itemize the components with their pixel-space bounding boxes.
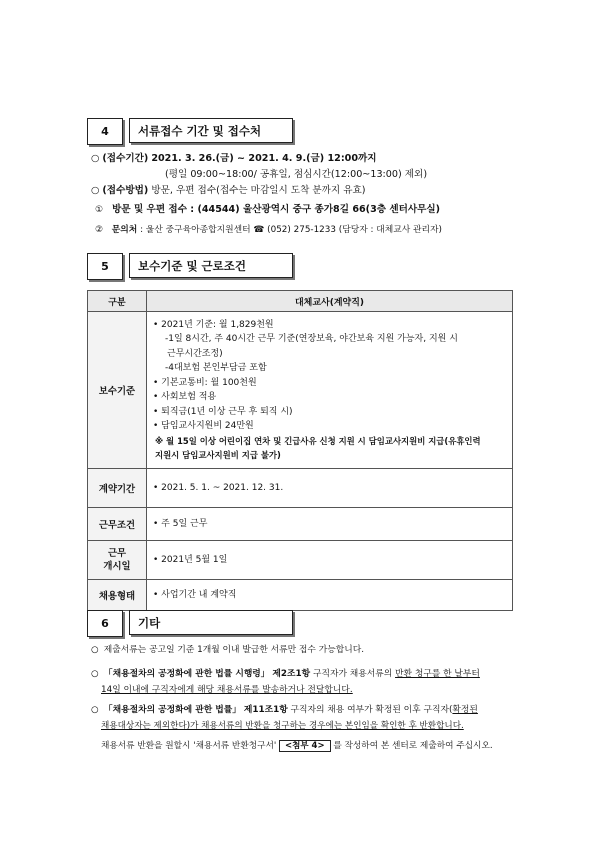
note-paragraph-2: ○ 「채용절차의 공정화에 관한 법률 시행령」 제2조1항 구직자가 채용서류의 반환 청구를 한 날부터	[91, 669, 480, 679]
employ-value: • 사업기간 내 계약직	[147, 580, 513, 611]
period-line: ○ (접수기간) 2021. 3. 26.(금) ~ 2021. 4. 9.(금) 12:00까지	[91, 153, 377, 164]
note-paragraph-3-cont: 채용대상자는 제외한다)가 채용서류의 반환을 청구하는 경우에는 본인임을 확인한 후 반환합니다.	[101, 721, 464, 731]
section-5-title: 보수기준 및 근로조건	[129, 253, 293, 278]
table-header-row	[88, 291, 513, 312]
condition-value: • 주 5일 근무	[147, 508, 513, 541]
section-5-number: 5	[87, 253, 123, 280]
compensation-table	[87, 290, 513, 611]
contract-label: 계약기간	[88, 469, 147, 508]
section-4-header	[87, 118, 293, 145]
note-paragraph-2-cont: 14일 이내에 구직자에게 해당 채용서류를 발송하거나 전달합니다.	[101, 685, 353, 695]
start-label: 근무 개시일	[88, 541, 147, 580]
item-2-number: ②	[95, 225, 104, 235]
section-5-header	[87, 253, 293, 280]
contract-value: • 2021. 5. 1. ~ 2021. 12. 31.	[147, 469, 513, 508]
pay-content: • 2021년 기준: 월 1,829천원 -1일 8시간, 주 40시간 근무 기준(연장보육, 야간보육 지원 가능자, 지원 시 근무시간조정) -4대보험 본인부담금 포함 • 기본교통비: 월 100천원 • 사회보험 적용 • 퇴직금(1년 이상 근무 후 퇴직 시) • 담임교사지원비 24만원 ※ 월 15일 이상 어린이집 연차 및 긴급사유 신청 지원 시 담임교사지원비 지급(유휴인력 지원시 담임교사지원비 지급 불가)	[147, 312, 513, 469]
pay-label: 보수기준	[88, 312, 147, 469]
start-value: • 2021년 5월 1일	[147, 541, 513, 580]
note-paragraph-1: ○ 제출서류는 공고일 기준 1개월 이내 발급한 서류만 접수 가능합니다.	[91, 645, 365, 655]
method-label: (접수방법)	[102, 185, 149, 196]
header-category: 구분	[88, 291, 147, 312]
section-6-title: 기타	[129, 610, 293, 635]
period-value: 2021. 3. 26.(금) ~ 2021. 4. 9.(금) 12:00까지	[151, 153, 377, 164]
condition-label: 근무조건	[88, 508, 147, 541]
contact-item-2	[95, 223, 442, 237]
method-line: ○ (접수방법) 방문, 우편 접수(접수는 마감일시 도착 분까지 유효)	[91, 185, 366, 196]
period-label: (접수기간)	[102, 153, 149, 164]
section-4-number: 4	[87, 118, 123, 145]
table-row	[88, 469, 513, 508]
section-6-header	[87, 610, 293, 637]
section-6-number: 6	[87, 610, 123, 637]
header-substitute-teacher: 대체교사(계약직)	[147, 291, 513, 312]
method-value: 방문, 우편 접수(접수는 마감일시 도착 분까지 유효)	[151, 185, 366, 196]
table-row	[88, 508, 513, 541]
period-note: (평일 09:00~18:00/ 공휴일, 점심시간(12:00~13:00) 제외)	[165, 169, 428, 180]
note-paragraph-3: ○ 「채용절차의 공정화에 관한 법률」 제11조1항 구직자의 채용 여부가 확정된 이후 구직자(확정된	[91, 705, 478, 715]
item-1-text: 방문 및 우편 접수 : (44544) 울산광역시 중구 종가8길 66(3층 센터사무실)	[112, 204, 441, 215]
employ-label: 채용형태	[88, 580, 147, 611]
section-4-title: 서류접수 기간 및 접수처	[129, 118, 293, 143]
attachment-4-box: <첨부 4>	[279, 740, 331, 752]
note-paragraph-4: 채용서류 반환을 원할시 '채용서류 반환청구서' <첨부 4> 를 작성하여 본 센터로 제출하여 주십시오.	[101, 741, 493, 751]
item-1-number: ①	[95, 205, 104, 215]
table-row	[88, 541, 513, 580]
item-2-text: : 울산 중구육아종합지원센터 ☎ (052) 275-1233 (담당자 : 대체교사 관리자)	[140, 225, 442, 235]
table-row	[88, 312, 513, 469]
contact-item-1	[95, 203, 440, 217]
table-row	[88, 580, 513, 611]
item-2-label: 문의처	[111, 225, 138, 235]
